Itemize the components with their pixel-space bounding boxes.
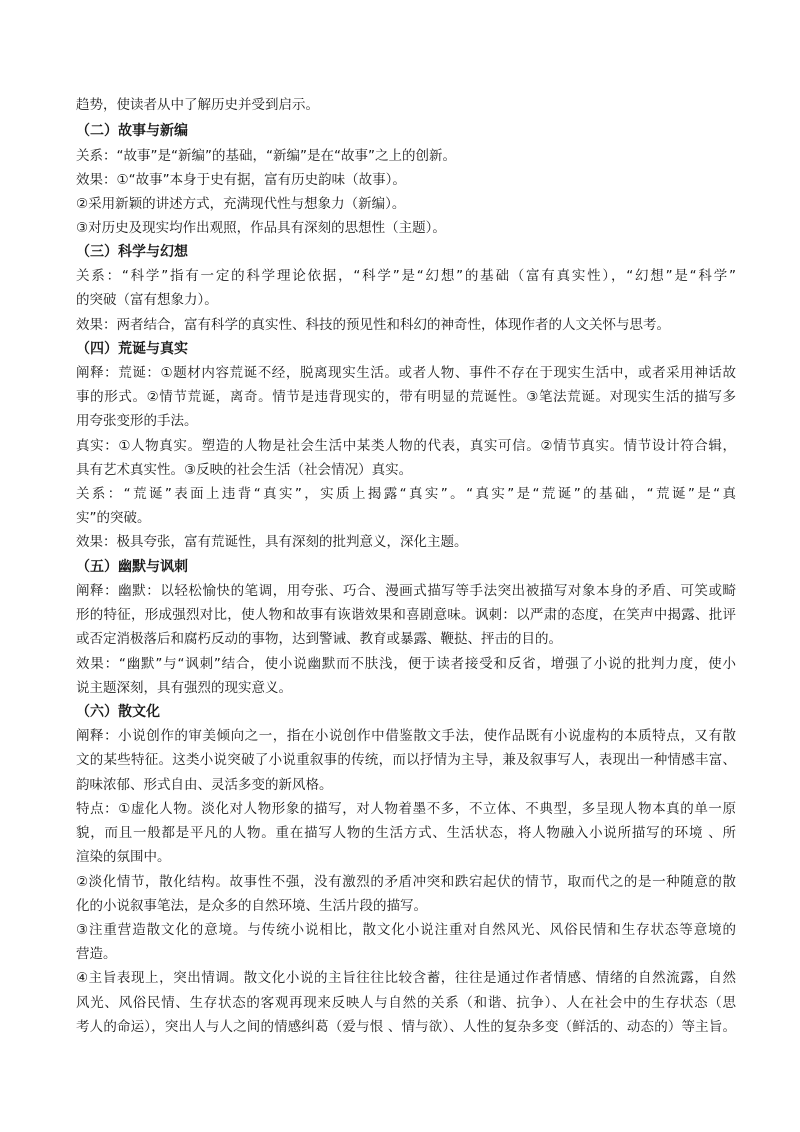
section-heading: （三）科学与幻想 [76, 244, 188, 260]
text-line: 阐释：幽默：以轻松愉快的笔调，用夸张、巧合、漫画式描写等手法突出被描写对象本身的矛盾、可笑或畸 [76, 583, 736, 599]
section-heading: （六）散文化 [76, 704, 160, 720]
text-line: ②淡化情节，散化结构。故事性不强，没有激烈的矛盾冲突和跌宕起伏的情节，取而代之的是一种随意的散 [76, 874, 736, 890]
text-line: 效果：①“故事”本身于史有据，富有历史韵味（故事）。 [76, 172, 406, 188]
text-line: 考人的命运），突出人与人之间的情感纠葛（爱与恨 、情与欲）、人性的复杂多变（鲜活的、动态的）等主旨。 [76, 1019, 736, 1035]
text-line: 或否定消极落后和腐朽反动的事物，达到警诫、教育或暴露、鞭挞、抨击的目的。 [76, 631, 562, 647]
text-line: 阐释：荒诞：①题材内容荒诞不经，脱离现实生活。或者人物、事件不存在于现实生活中，或者采用神话故 [76, 365, 736, 381]
text-line: 用夸张变形的手法。 [76, 413, 198, 429]
text-line: 具有艺术真实性。③反映的社会生活（社会情况）真实。 [76, 462, 413, 478]
text-line: 风光、风俗民情、生存状态的客观再现来反映人与自然的关系（和谐、抗争）、人在社会中的生存状态（思 [76, 995, 736, 1011]
text-line: 趋势，使读者从中了解历史并受到启示。 [76, 97, 319, 113]
text-line: 形的特征，形成强烈对比，使人物和故事有诙谐效果和喜剧意味。讽刺：以严肃的态度，在笑声中揭露、批评 [76, 607, 736, 623]
text-line: ③对历史及现实均作出观照，作品具有深刻的思想性（主题）。 [76, 220, 446, 236]
text-line: 化的小说叙事笔法，是众多的自然环境、生活片段的描写。 [76, 898, 427, 914]
text-line: 事的形式。②情节荒诞，离奇。情节是违背现实的，带有明显的荒诞性。③笔法荒诞。对现实生活的描写多 [76, 389, 736, 405]
text-line: 真实：①人物真实。塑造的人物是社会生活中某类人物的代表，真实可信。②情节真实。情节设计符合辑， [76, 438, 736, 454]
text-line: 关系：“荒诞”表面上违背“真实”，实质上揭露“真实”。“真实”是“荒诞”的基础，“荒诞”是“真 [76, 486, 736, 502]
text-line: 关系：“科学”指有一定的科学理论依据，“科学”是“幻想”的基础（富有真实性），“幻想”是“科学” [76, 268, 736, 284]
text-line: 关系：“故事”是“新编”的基础，“新编”是在“故事”之上的创新。 [76, 148, 456, 164]
text-line: 貌，而且一般都是平凡的人物。重在描写人物的生活方式、生活状态，将人物融入小说所描写的环境 、所 [76, 825, 736, 841]
text-line: 渲染的氛围中。 [76, 849, 171, 865]
section-heading: （四）荒诞与真实 [76, 341, 188, 357]
section-heading: （五）幽默与讽刺 [76, 559, 188, 575]
text-line: ④主旨表现上，突出情调。散文化小说的主旨往往比较含蓄，往往是通过作者情感、情绪的自然流露，自然 [76, 970, 736, 986]
text-line: 文的某些特征。这类小说突破了小说重叙事的传统，而以抒情为主导，兼及叙事写人，表现出一种情感丰富、 [76, 752, 736, 768]
text-line: 阐释：小说创作的审美倾向之一，指在小说创作中借鉴散文手法，使作品既有小说虚构的本质特点，又有散 [76, 728, 736, 744]
section-heading: （二）故事与新编 [76, 123, 188, 139]
text-line: 实”的突破。 [76, 510, 151, 526]
text-line: 说主题深刻，具有强烈的现实意义。 [76, 680, 292, 696]
text-line: ③注重营造散文化的意境。与传统小说相比，散文化小说注重对自然风光、风俗民情和生存状态等意境的 [76, 922, 736, 938]
text-line: ②采用新颖的讲述方式，充满现代性与想象力（新编）。 [76, 196, 406, 212]
text-line: 的突破（富有想象力）。 [76, 292, 218, 308]
text-line: 效果：“幽默”与“讽刺”结合，使小说幽默而不肤浅，便于读者接受和反省，增强了小说的批判力度，使小 [76, 656, 736, 672]
text-line: 韵味浓郁、形式自由、灵活多变的新风格。 [76, 777, 333, 793]
text-line: 营造。 [76, 946, 117, 962]
text-line: 特点：①虚化人物。淡化对人物形象的描写，对人物着墨不多，不立体、不典型，多呈现人物本真的单一原 [76, 801, 736, 817]
text-line: 效果：极具夸张，富有荒诞性，具有深刻的批判意义，深化主题。 [76, 534, 468, 550]
text-line: 效果：两者结合，富有科学的真实性、科技的预见性和科幻的神奇性，体现作者的人文关怀与思考。 [76, 317, 670, 333]
